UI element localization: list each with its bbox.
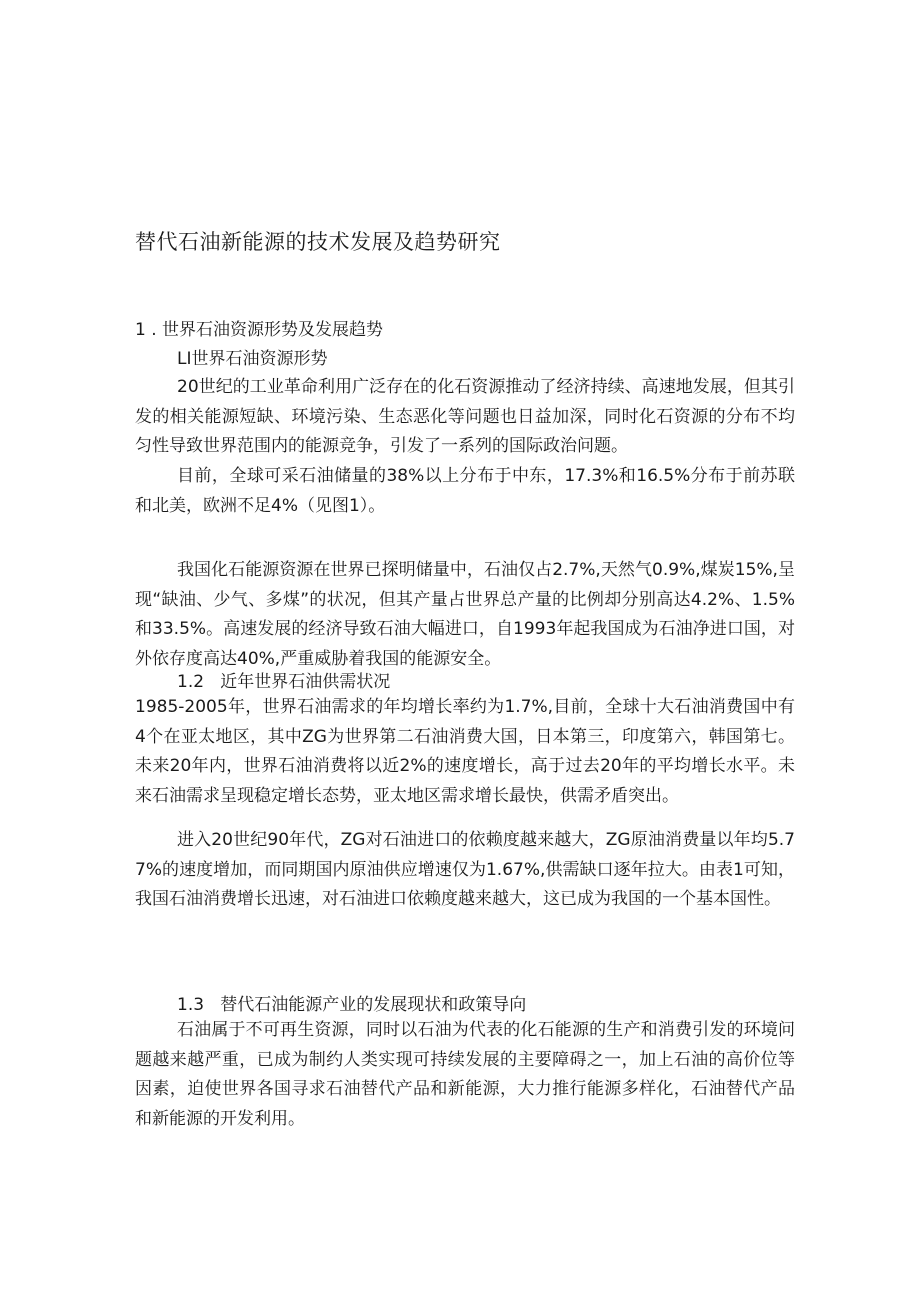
paragraph-3: 我国化石能源资源在世界已探明储量中，石油仅占2.7%,天然气0.9%,煤炭15%,呈现“缺油、少气、多煤”的状况，但其产量占世界总产量的比例却分别高达4.2%、1.5%和33.5%。高速发展的经济导致石油大幅进口，自1993年起我国成为石油净进口国，对外依存度高达40%,严重威胁着我国的能源安全。	[135, 560, 795, 669]
document-title: 替代石油新能源的技术发展及趋势研究	[135, 230, 501, 254]
paragraph-1: 20世纪的工业革命利用广泛存在的化石资源推动了经济持续、高速地发展，但其引发的相关能源短缺、环境污染、生态恶化等问题也日益加深，同时化石资源的分布不均匀性导致世界范围内的能源竞争，引发了一系列的国际政治问题。	[135, 377, 795, 456]
paragraph-2: 目前，全球可采石油储量的38%以上分布于中东，17.3%和16.5%分布于前苏联和北美，欧洲不足4%（见图1）。	[135, 466, 795, 516]
section-1-heading: 1 . 世界石油资源形势及发展趋势	[135, 320, 384, 340]
section-1-2-heading: 1.2 近年世界石油供需状况	[177, 672, 391, 692]
paragraph-4: 1985-2005年，世界石油需求的年均增长率约为1.7%,目前，全球十大石油消费国中有4个在亚太地区，其中ZG为世界第二石油消费大国，日本第三，印度第六，韩国第七。未来20年内，世界石油消费将以近2%的速度增长，高于过去20年的平均增长水平。未来石油需求呈现稳定增长态势，亚太地区需求增长最快，供需矛盾突出。	[135, 697, 795, 806]
paragraph-6: 石油属于不可再生资源，同时以石油为代表的化石能源的生产和消费引发的环境问题越来越严重，已成为制约人类实现可持续发展的主要障碍之一，加上石油的高价位等因素，迫使世界各国寻求石油替代产品和新能源，大力推行能源多样化，石油替代产品和新能源的开发利用。	[135, 1020, 795, 1129]
paragraph-5: 进入20世纪90年代，ZG对石油进口的依赖度越来越大，ZG原油消费量以年均5.77%的速度增加，而同期国内原油供应增速仅为1.67%,供需缺口逐年拉大。由表1可知，我国石油消费增长迅速，对石油进口依赖度越来越大，这已成为我国的一个基本国性。	[135, 830, 795, 909]
section-1-3-heading: 1.3 替代石油能源产业的发展现状和政策导向	[177, 995, 527, 1015]
section-1-1-heading: LI世界石油资源形势	[177, 349, 328, 369]
